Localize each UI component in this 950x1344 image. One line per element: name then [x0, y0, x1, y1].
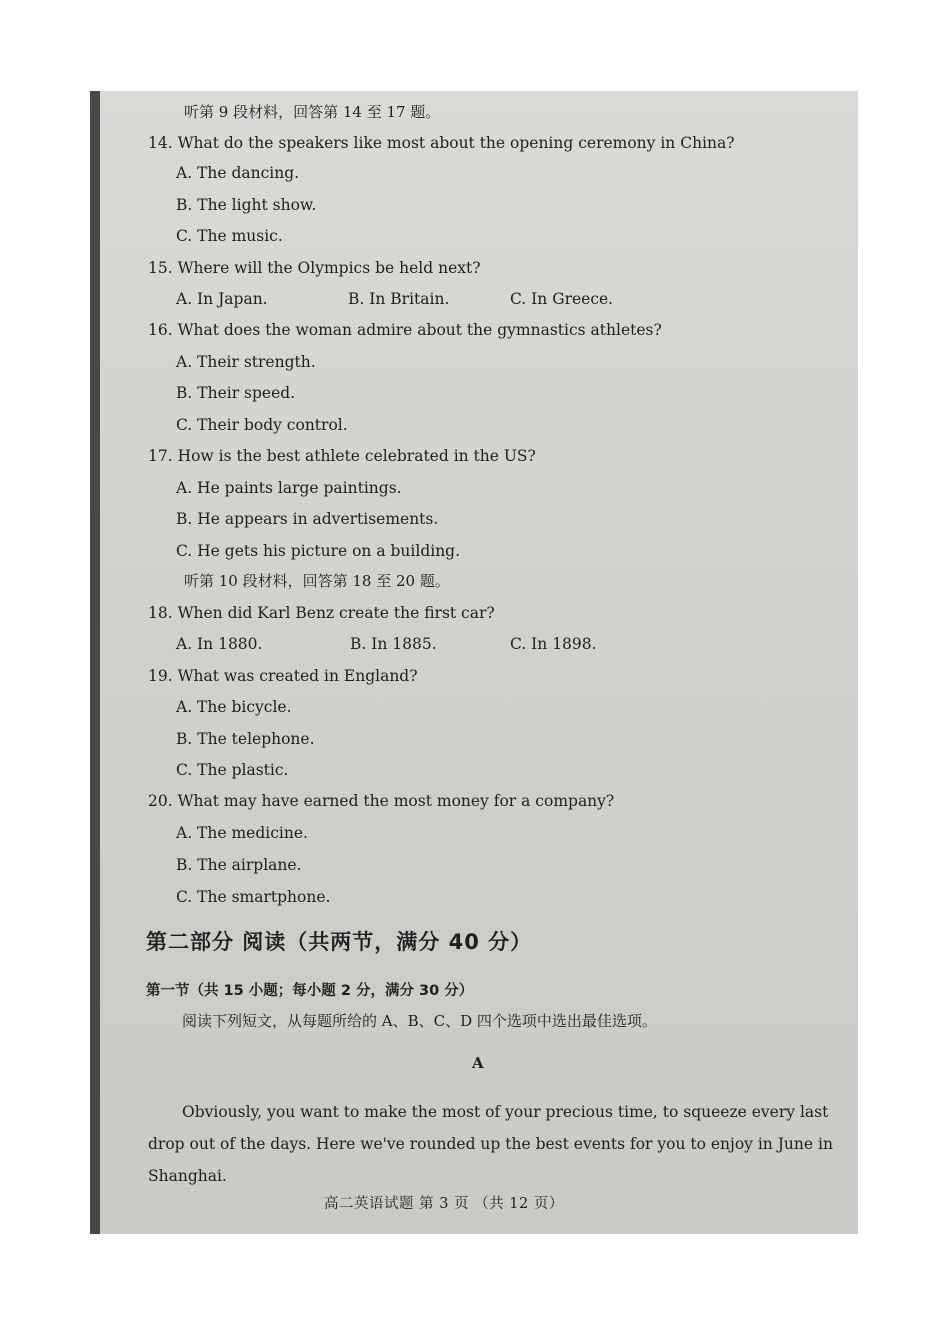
question-15-option-b: B. In Britain.	[348, 290, 450, 308]
question-14-option-c: C. The music.	[176, 227, 283, 245]
question-15-option-a: A. In Japan.	[176, 290, 268, 308]
question-16-option-c: C. Their body control.	[176, 416, 348, 434]
question-18-option-c: C. In 1898.	[510, 635, 597, 653]
question-20-option-c: C. The smartphone.	[176, 888, 331, 906]
question-19-option-a: A. The bicycle.	[176, 698, 292, 716]
question-20-option-a: A. The medicine.	[176, 824, 308, 842]
question-15-option-c: C. In Greece.	[510, 290, 614, 308]
section-one-title: 第一节（共 15 小题；每小题 2 分，满分 30 分）	[146, 983, 474, 999]
question-18: 18. When did Karl Benz create the first car?	[148, 604, 495, 622]
question-19-option-c: C. The plastic.	[176, 761, 289, 779]
question-20: 20. What may have earned the most money for a company?	[148, 792, 615, 810]
passage-letter: A	[472, 1054, 484, 1072]
passage-line-3: Shanghai.	[148, 1167, 227, 1185]
question-14-option-b: B. The light show.	[176, 196, 317, 214]
question-18-option-b: B. In 1885.	[350, 635, 437, 653]
reading-instruction: 阅读下列短文，从每题所给的 A、B、C、D 四个选项中选出最佳选项。	[182, 1012, 657, 1030]
question-18-option-a: A. In 1880.	[176, 635, 263, 653]
passage-line-2: drop out of the days. Here we've rounded up the best events for you to enjoy in June in	[148, 1135, 833, 1153]
question-17-option-a: A. He paints large paintings.	[176, 479, 402, 497]
paper-shadow-edge	[90, 91, 100, 1234]
question-16-option-b: B. Their speed.	[176, 384, 296, 402]
question-16: 16. What does the woman admire about the gymnastics athletes?	[148, 321, 662, 339]
question-14-option-a: A. The dancing.	[176, 164, 300, 182]
question-15: 15. Where will the Olympics be held next?	[148, 259, 481, 277]
part-two-title: 第二部分 阅读（共两节，满分 40 分）	[146, 930, 533, 954]
listening-section-9-heading: 听第 9 段材料，回答第 14 至 17 题。	[184, 103, 441, 121]
question-20-option-b: B. The airplane.	[176, 856, 302, 874]
listening-section-10-heading: 听第 10 段材料，回答第 18 至 20 题。	[184, 572, 450, 590]
question-19: 19. What was created in England?	[148, 667, 418, 685]
question-17-option-c: C. He gets his picture on a building.	[176, 542, 461, 560]
question-14: 14. What do the speakers like most about the opening ceremony in China?	[148, 134, 735, 152]
question-17-option-b: B. He appears in advertisements.	[176, 510, 439, 528]
passage-line-1: Obviously, you want to make the most of your precious time, to squeeze every last	[182, 1103, 829, 1121]
question-16-option-a: A. Their strength.	[176, 353, 316, 371]
question-17: 17. How is the best athlete celebrated in the US?	[148, 447, 536, 465]
question-19-option-b: B. The telephone.	[176, 730, 315, 748]
page-footer: 高二英语试题 第 3 页 （共 12 页）	[324, 1196, 564, 1212]
